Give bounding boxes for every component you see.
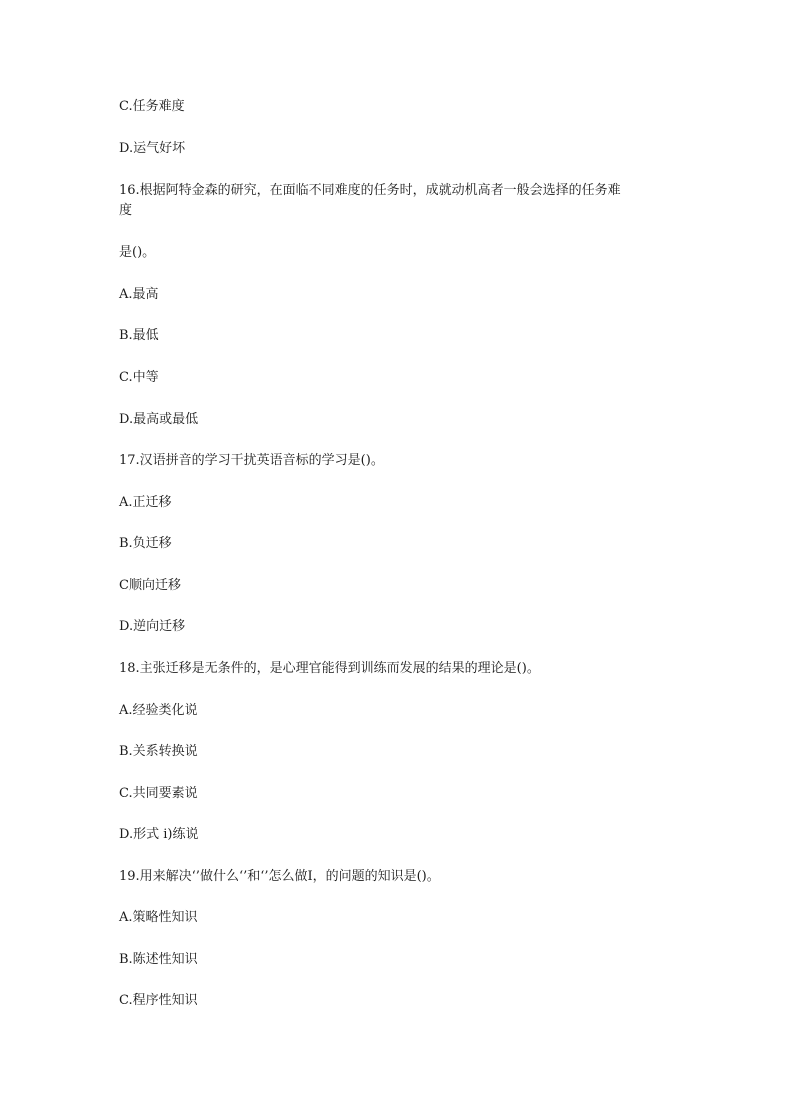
question-16-stem: 16.根据阿特金森的研究，在面临不同难度的任务时，成就动机高者一般会选择的任务难 [119,183,621,198]
option-c-q17: C顺向迁移 [119,578,181,593]
option-d-q18: D.形式 i)练说 [119,827,199,842]
option-d-q17: D.逆向迁移 [119,619,186,634]
option-a-q16: A.最高 [119,287,159,302]
option-c-q16: C.中等 [119,370,159,385]
option-b-q17: B.负迁移 [119,536,172,551]
question-19-stem: 19.用来解决‘’做什么‘’和‘’怎么做I，的问题的知识是()。 [119,869,440,884]
option-a-q19: A.策略性知识 [119,910,198,925]
option-b-q19: B.陈述性知识 [119,952,198,967]
option-a-q17: A.正迁移 [119,495,172,510]
question-16-stem-cont: 度 [119,203,133,218]
option-d-q15: D.运气好坏 [119,141,186,156]
question-16-stem-end: 是()。 [119,245,156,260]
option-c-q19: C.程序性知识 [119,993,198,1008]
option-d-q16: D.最高或最低 [119,412,199,427]
option-c-q15: C.任务难度 [119,99,185,114]
question-18-stem: 18.主张迁移是无条件的，是心理官能得到训练而发展的结果的理论是()。 [119,661,540,676]
option-c-q18: C.共同要素说 [119,786,198,801]
question-17-stem: 17.汉语拼音的学习干扰英语音标的学习是()。 [119,453,384,468]
option-b-q18: B.关系转换说 [119,744,198,759]
option-b-q16: B.最低 [119,328,159,343]
option-a-q18: A.经验类化说 [119,703,198,718]
